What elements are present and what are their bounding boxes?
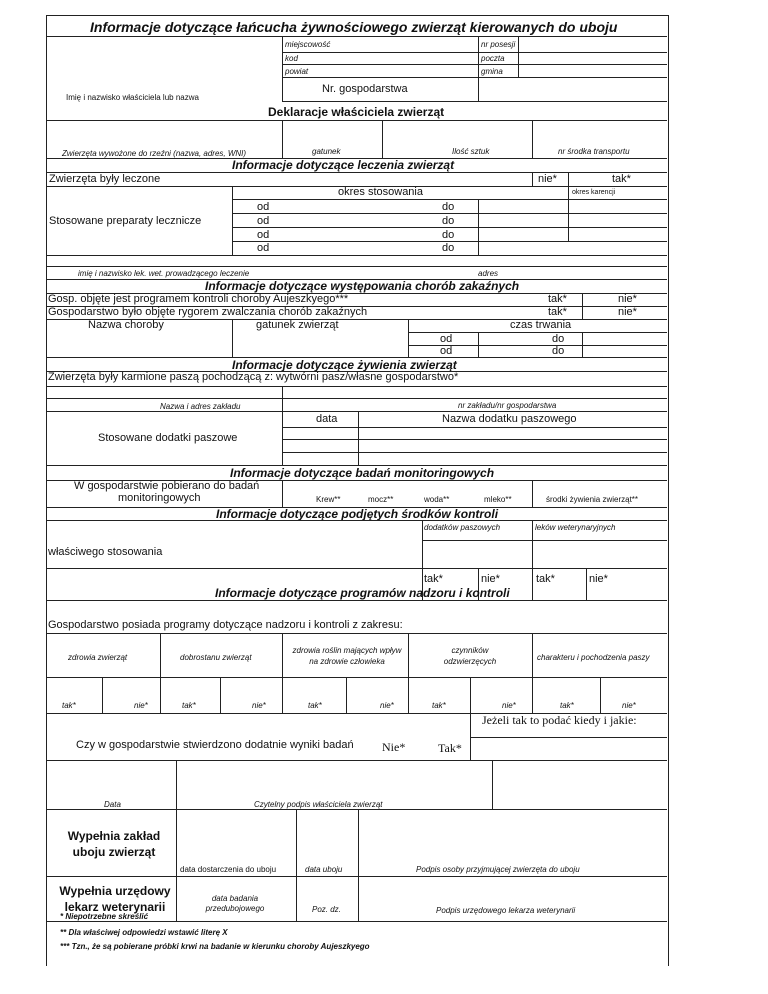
farm-number-label: Nr. gospodarstwa xyxy=(322,83,408,95)
feeding-heading: Informacje dotyczące żywienia zwierząt xyxy=(232,358,457,372)
owner-signature-label: Czytelny podpis właściciela zwierząt xyxy=(254,800,383,809)
to-4: do xyxy=(442,242,455,254)
additives-label: Stosowane dodatki paszowe xyxy=(98,432,238,444)
disease-from-1: od xyxy=(440,333,453,345)
slaughter-date-label: data uboju xyxy=(305,865,343,874)
monitor-water[interactable]: woda** xyxy=(424,495,450,504)
regime-yes[interactable]: tak* xyxy=(548,306,567,318)
control-vet-drugs-label: leków weterynaryjnych xyxy=(535,523,616,532)
from-4: od xyxy=(257,242,270,254)
county-label: powiat xyxy=(285,67,309,76)
prog-feed-origin: charakteru i pochodzenia paszy xyxy=(537,653,650,662)
proper-use-label: właściwego stosowania xyxy=(48,546,163,558)
postcode-label: kod xyxy=(285,54,298,63)
monitoring-label-1: W gospodarstwie pobierano do badań xyxy=(74,480,260,492)
exam-date-label: data badania przedubojowego xyxy=(205,894,265,914)
prog-answer-8[interactable]: nie* xyxy=(502,701,516,710)
duration-label: czas trwania xyxy=(510,319,572,331)
post-office-label: poczta xyxy=(481,54,505,63)
monitor-blood[interactable]: Krew** xyxy=(316,495,341,504)
positive-no[interactable]: Nie* xyxy=(382,740,406,754)
disease-to-1: do xyxy=(552,333,565,345)
diseases-heading: Informacje dotyczące występowania chorób zakaźnych xyxy=(205,279,520,293)
additive-name-label: Nazwa dodatku paszowego xyxy=(442,413,577,425)
to-3: do xyxy=(442,229,455,241)
from-1: od xyxy=(257,201,270,213)
form-title: Informacje dotyczące łańcucha żywnościowego zwierząt kierowanych do uboju xyxy=(90,19,618,35)
footnote-1: * Niepotrzebne skreślić xyxy=(60,912,149,921)
count-label: Ilość sztuk xyxy=(452,147,490,156)
feed-source-label: Zwierzęta były karmione paszą pochodzącą z: wytwórni pasz/własne gospodarstwo* xyxy=(48,371,459,383)
prog-answer-4[interactable]: nie* xyxy=(252,701,266,710)
drugs-label: Stosowane preparaty lecznicze xyxy=(49,215,202,227)
vet-title: Wypełnia urzędowy lekarz weterynarii xyxy=(59,884,171,914)
prog-plant-health: zdrowia roślin mających wpływ na zdrowie człowieka xyxy=(292,646,402,667)
aujeszky-yes[interactable]: tak* xyxy=(548,293,567,305)
town-label: miejscowość xyxy=(285,40,331,49)
control-feed-additives-label: dodatków paszowych xyxy=(424,523,501,532)
monitor-milk[interactable]: mleko** xyxy=(484,495,512,504)
prog-answer-6[interactable]: nie* xyxy=(380,701,394,710)
plant-name-label: Nazwa i adres zakładu xyxy=(160,402,241,411)
receiver-signature-label: Podpis osoby przyjmującej zwierzęta do uboju xyxy=(416,865,580,874)
slaughterhouse-label: Zwierzęta wywożone do rzeźni (nazwa, adres, WNI) xyxy=(62,149,247,158)
vet-name-label: imię i nazwisko lek. wet. prowadzącego leczenie xyxy=(78,269,250,278)
treatment-heading: Informacje dotyczące leczenia zwierząt xyxy=(232,158,455,172)
disease-species-label: gatunek zwierząt xyxy=(256,319,339,331)
to-1: do xyxy=(442,201,455,213)
monitoring-label-2: monitoringowych xyxy=(118,492,201,504)
control-additives-no[interactable]: nie* xyxy=(481,573,500,585)
delivery-date-label: data dostarczenia do uboju xyxy=(180,865,277,874)
disease-regime-label: Gospodarstwo było objęte rygorem zwalczania chorób zakaźnych xyxy=(48,306,368,318)
prog-answer-3[interactable]: tak* xyxy=(182,701,196,710)
withdrawal-label: okres karencji xyxy=(572,189,616,196)
prog-answer-9[interactable]: tak* xyxy=(560,701,574,710)
from-2: od xyxy=(257,215,270,227)
prog-answer-7[interactable]: tak* xyxy=(432,701,446,710)
control-additives-yes[interactable]: tak* xyxy=(424,573,443,585)
disease-from-2: od xyxy=(440,345,453,357)
disease-name-label: Nazwa choroby xyxy=(88,319,164,331)
prog-answer-10[interactable]: nie* xyxy=(622,701,636,710)
control-heading: Informacje dotyczące podjętych środków kontroli xyxy=(216,507,499,521)
declarations-heading: Deklaracje właściciela zwierząt xyxy=(268,105,445,119)
plant-number-label: nr zakładu/nr gospodarstwa xyxy=(458,401,557,410)
prog-answer-1[interactable]: tak* xyxy=(62,701,76,710)
footnote-2: ** Dla właściwej odpowiedzi wstawić literę X xyxy=(60,928,228,937)
owner-name-label: Imię i nazwisko właściciela lub nazwa xyxy=(66,93,199,102)
transport-number-label: nr środka transportu xyxy=(558,147,630,156)
control-drugs-no[interactable]: nie* xyxy=(589,573,608,585)
prog-zoonoses: czynników odzwierzęcych xyxy=(443,646,497,667)
monitoring-heading: Informacje dotyczące badań monitoringowych xyxy=(230,466,495,480)
slaughterhouse-title: Wypełnia zakład uboju zwierząt xyxy=(67,829,161,859)
feed-date-label: data xyxy=(316,413,338,425)
monitor-feed[interactable]: środki żywienia zwierząt** xyxy=(546,495,639,504)
footnote-3: *** Tzn., że są pobierane próbki krwi na badanie w kierunku choroby Aujeszkyego xyxy=(60,942,370,951)
species-label: gatunek xyxy=(312,147,341,156)
positive-yes[interactable]: Tak* xyxy=(438,741,462,755)
treated-yes[interactable]: tak* xyxy=(612,173,631,185)
monitor-urine[interactable]: mocz** xyxy=(368,495,394,504)
disease-to-2: do xyxy=(552,345,565,357)
regime-no[interactable]: nie* xyxy=(618,306,637,318)
vet-address-label: adres xyxy=(478,269,499,278)
house-number-label: nr posesji xyxy=(481,40,516,49)
treated-label: Zwierzęta były leczone xyxy=(49,173,161,185)
programs-heading: Informacje dotyczące programów nadzoru i kontroli xyxy=(215,586,510,600)
date-label: Data xyxy=(104,800,121,809)
aujeszky-program-label: Gosp. objęte jest programem kontroli choroby Aujeszkyego*** xyxy=(48,293,349,305)
positive-results-question: Czy w gospodarstwie stwierdzono dodatnie wyniki badań xyxy=(76,739,354,751)
commune-label: gmina xyxy=(481,67,503,76)
from-3: od xyxy=(257,229,270,241)
treated-no[interactable]: nie* xyxy=(538,173,557,185)
if-yes-label: Jeżeli tak to podać kiedy i jakie: xyxy=(482,713,637,727)
vet-signature-label: Podpis urzędowego lekarza weterynarii xyxy=(436,906,576,915)
aujeszky-no[interactable]: nie* xyxy=(618,293,637,305)
control-drugs-yes[interactable]: tak* xyxy=(536,573,555,585)
prog-answer-5[interactable]: tak* xyxy=(308,701,322,710)
prog-animal-health: zdrowia zwierząt xyxy=(68,653,128,662)
to-2: do xyxy=(442,215,455,227)
prog-answer-2[interactable]: nie* xyxy=(134,701,148,710)
poz-label: Poz. dz. xyxy=(312,905,341,914)
period-label: okres stosowania xyxy=(338,186,423,198)
programs-intro: Gospodarstwo posiada programy dotyczące nadzoru i kontroli z zakresu: xyxy=(48,619,403,631)
prog-welfare: dobrostanu zwierząt xyxy=(180,653,252,662)
